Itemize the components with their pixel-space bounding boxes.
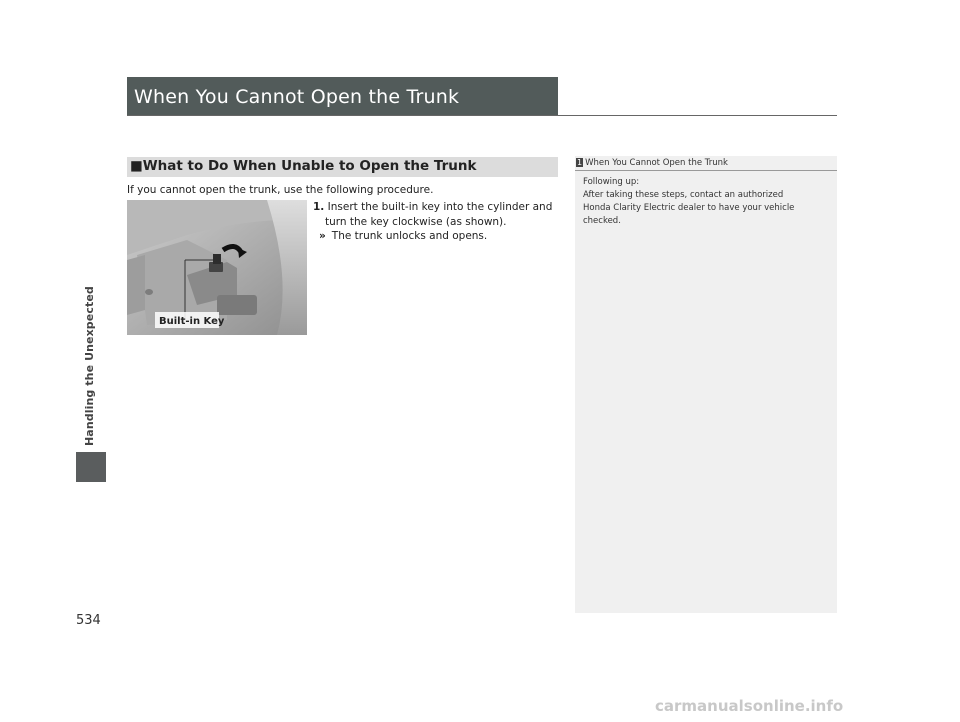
step-number: 1. [313,201,325,213]
result-text: The trunk unlocks and opens. [331,230,488,242]
note-line: Honda Clarity Electric dealer to have your vehicle [583,203,795,213]
note-line: checked. [583,216,621,226]
notes-heading-text: When You Cannot Open the Trunk [585,158,728,168]
side-tab-label: Handling the Unexpected [83,286,96,446]
notes-body [583,176,823,228]
step-text-line1: Insert the built-in key into the cylinder and [327,201,553,213]
watermark: carmanualsonline.info [655,697,844,715]
step-result [319,230,487,242]
note-marker-icon: 1 [577,158,583,167]
notes-rule [575,170,837,171]
subhead-label: What to Do When Unable to Open the Trunk [142,158,477,174]
note-line: After taking these steps, contact an authorized [583,190,784,200]
section-title: When You Cannot Open the Trunk [134,86,460,108]
page-number: 534 [76,613,101,628]
trunk-key-illustration [127,200,307,335]
figure-label: Built-in Key [159,316,225,327]
note-line: Following up: [583,177,640,187]
header-rule [127,115,837,116]
subhead [130,158,476,174]
subhead-marker: ■ [130,158,143,174]
side-tab-marker [76,452,106,482]
step-1 [313,200,563,230]
result-arrow-icon: » [319,230,326,242]
intro-text: If you cannot open the trunk, use the following procedure. [127,184,434,196]
step-text-line2: turn the key clockwise (as shown). [325,216,507,228]
notes-heading [576,158,728,168]
